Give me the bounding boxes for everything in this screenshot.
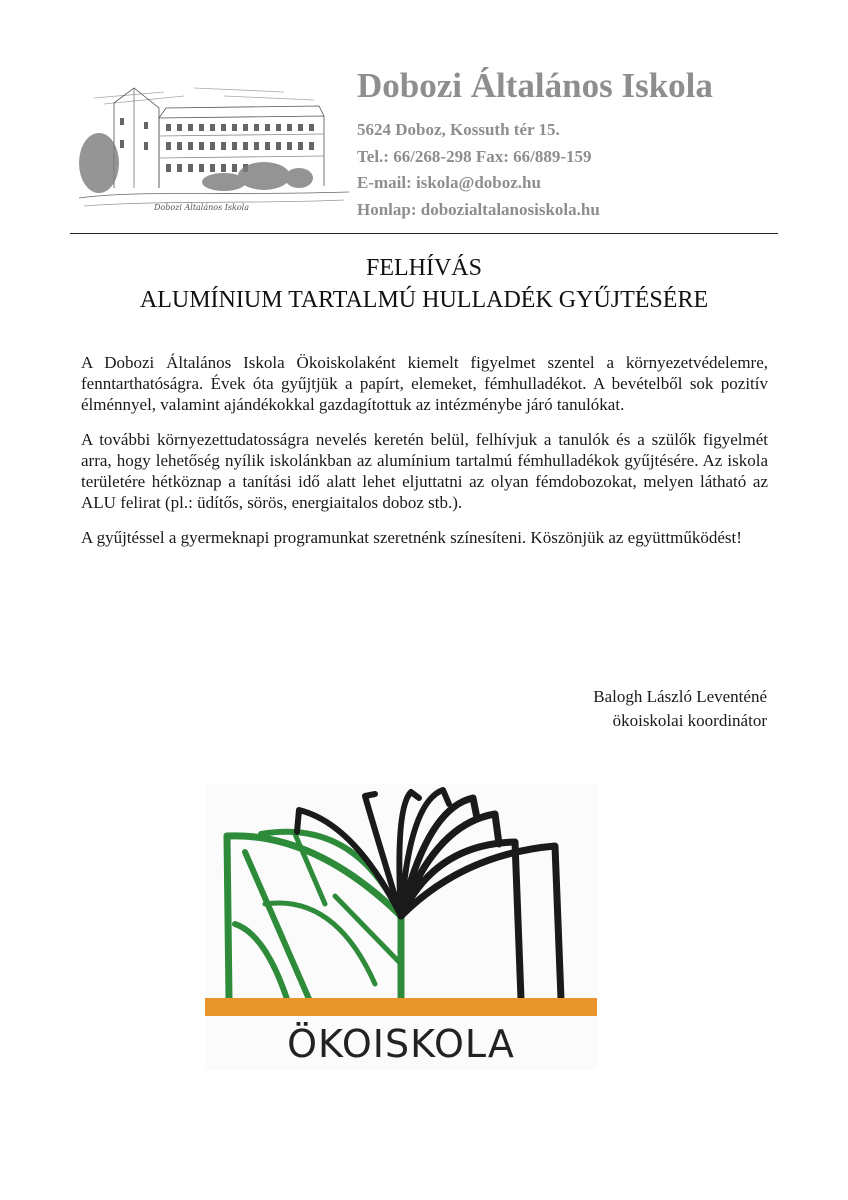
signature-role: ökoiskolai koordinátor [612,711,767,730]
phone-fax: Tel.: 66/268-298 Fax: 66/889-159 [357,146,592,166]
address: 5624 Doboz, Kossuth tér 15. [357,120,560,139]
email: E-mail: iskola@doboz.hu [357,173,541,192]
website: Honlap: dobozialtalanosiskola.hu [357,199,600,219]
logo-text: ÖKOISKOLA [287,1022,515,1066]
header-divider [70,233,778,234]
paragraph-2: A további környezettudatosságra nevelés keretén belül, felhívjuk a tanulók és a szülők figyelmét arra, hogy lehetőség nyílik iskolánkban az alumínium tartalmú fémhulladékok gyűjtésére. Az iskola területére hétköznap a tanítási idő alatt lehet eljuttatni az olyan fémdobozokat, melyen látható az ALU felirat (pl.: üdítős, sörös, energiaitalos doboz stb.). [81,430,768,512]
title-line-2: ALUMÍNIUM TARTALMÚ HULLADÉK GYŰJTÉSÉRE [139,287,709,313]
school-building-sketch [74,78,354,218]
paragraph-3: A gyűjtéssel a gyermeknapi programunkat szeretnénk színesíteni. Köszönjük az együttműködést! [81,528,742,547]
sketch-caption: Dobozi Általános Iskola [154,203,250,212]
title-line-1: FELHÍVÁS [365,255,482,281]
paragraph-1: A Dobozi Általános Iskola Ökoiskolaként kiemelt figyelmet szentel a környezetvédelemre, fenntarthatóságra. Évek óta gyűjtjük a papírt, elemeket, fémhulladékot. A bevételből sok pozitív élménnyel, valamint ajándékokkal gazdagítottuk az intézménybe járó tanulókat. [81,353,768,414]
school-name: Dobozi Általános Iskola [357,66,713,105]
signature-name: Balogh László Leventéné [593,687,767,706]
body-text [81,352,768,562]
contact-info [357,119,600,225]
signature [593,685,767,733]
